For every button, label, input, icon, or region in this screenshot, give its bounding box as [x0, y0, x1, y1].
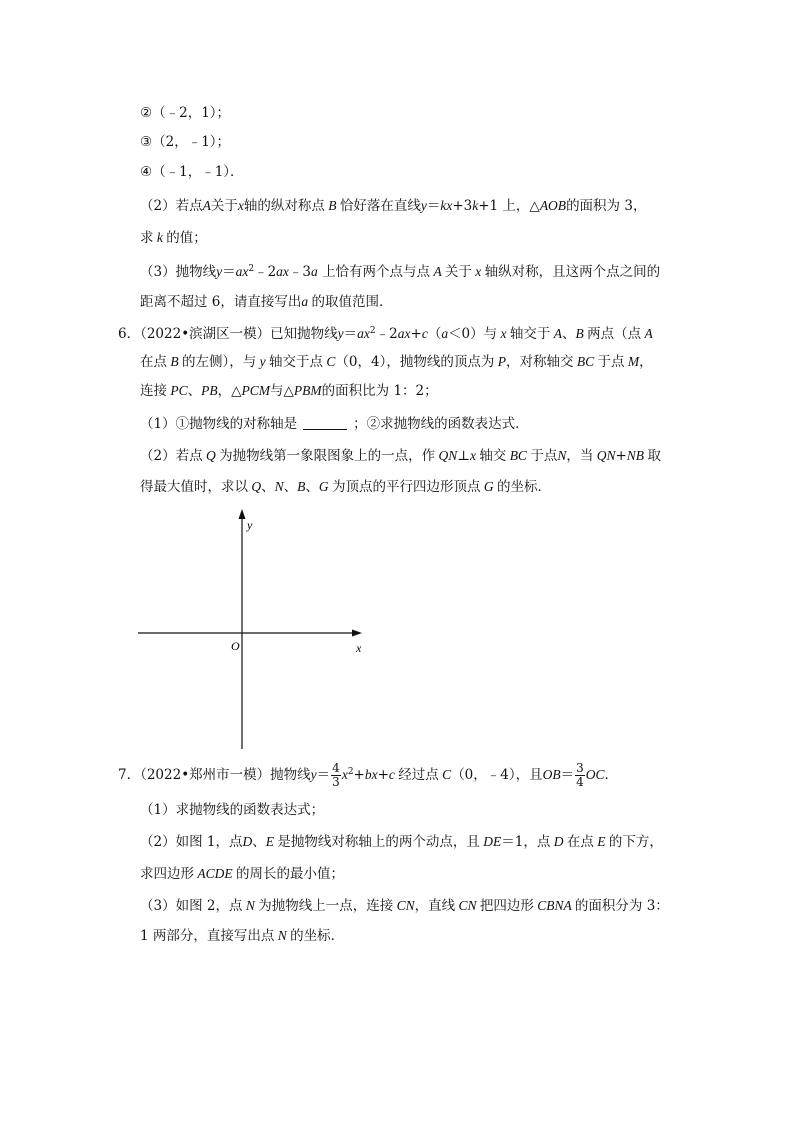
q6-line3: 连接 PC、PB，△PCM与△PBM的面积比为 1：2；	[140, 383, 438, 399]
q5-option-4: ④（﹣1，﹣1）．	[140, 164, 244, 180]
y-axis-arrow	[239, 509, 246, 519]
x-axis-label: x	[356, 641, 362, 655]
x-axis-arrow	[352, 630, 362, 637]
q7-part3-line2: 1 两部分，直接写出点 N 的坐标．	[140, 928, 345, 944]
q7-part1: （1）求抛物线的函数表达式；	[140, 802, 325, 818]
q5-option-2: ②（﹣2，1）；	[140, 105, 231, 121]
q5-part3-line2: 距离不超过 6，请直接写出a 的取值范围．	[140, 294, 393, 310]
q6-part1: （1）①抛物线的对称轴是 ；②求抛物线的函数表达式．	[140, 416, 529, 432]
q6-part2-line1: （2）若点 Q 为抛物线第一象限图象上的一点，作 QN⊥x 轴交 BC 于点N，当 QN+NB 取	[140, 448, 661, 464]
q7-part3-line1: （3）如图 2，点 N 为抛物线上一点，连接 CN，直线 CN 把四边形 CBNA 的面积分为 3：	[140, 898, 669, 914]
answer-blank	[303, 415, 347, 430]
q6-part2-line2: 得最大值时，求以 Q、N、B、G 为顶点的平行四边形顶点 G 的坐标．	[140, 479, 552, 495]
coordinate-axes-figure	[130, 505, 370, 750]
fraction-three-quarters: $\frac{3}{4}$	[576, 761, 584, 789]
q6-line2: 在点 B 的左侧），与 y 轴交于点 C（0，4），抛物线的顶点为 P，对称轴交 BC 于点 M，	[140, 354, 653, 370]
origin-label: O	[231, 639, 240, 653]
q5-part2-line2: 求 k 的值；	[140, 230, 207, 246]
q5-part3-line1: （3）抛物线$y=ax^2﹣2ax﹣3a$ 上恰有两个点与点 A 关于 x 轴纵对称，且这两个点之间的	[140, 264, 661, 280]
q5-option-3: ③（2，﹣1）；	[140, 134, 231, 150]
q7-part2-line1: （2）如图 1，点D、E 是抛物线对称轴上的两个动点，且 DE＝1，点 D 在点 E 的下方，	[140, 834, 663, 850]
fraction-four-thirds: $\frac{4}{3}$	[332, 761, 340, 789]
q5-part2-line1: （2）若点A关于x轴的纵对称点 B 恰好落在直线y＝kx+3k+1 上，△AOB的面积为 3，	[140, 198, 647, 214]
q6-line1: 6．（2022•滨湖区一模）已知抛物线$y=ax^2﹣2ax+c(a<0)$与 x 轴交于 A、B 两点（点 A	[118, 326, 653, 342]
y-axis-label: y	[247, 518, 253, 532]
q7-line1: 7．（2022•郑州市一模）抛物线y＝ $\frac{4}{3}$ $x^2+bx+c$ 经过点 C（0，﹣4），且OB＝ $\frac{3}{4}$ OC．	[118, 761, 619, 789]
q7-part2-line2: 求四边形 ACDE 的周长的最小值；	[140, 866, 344, 882]
